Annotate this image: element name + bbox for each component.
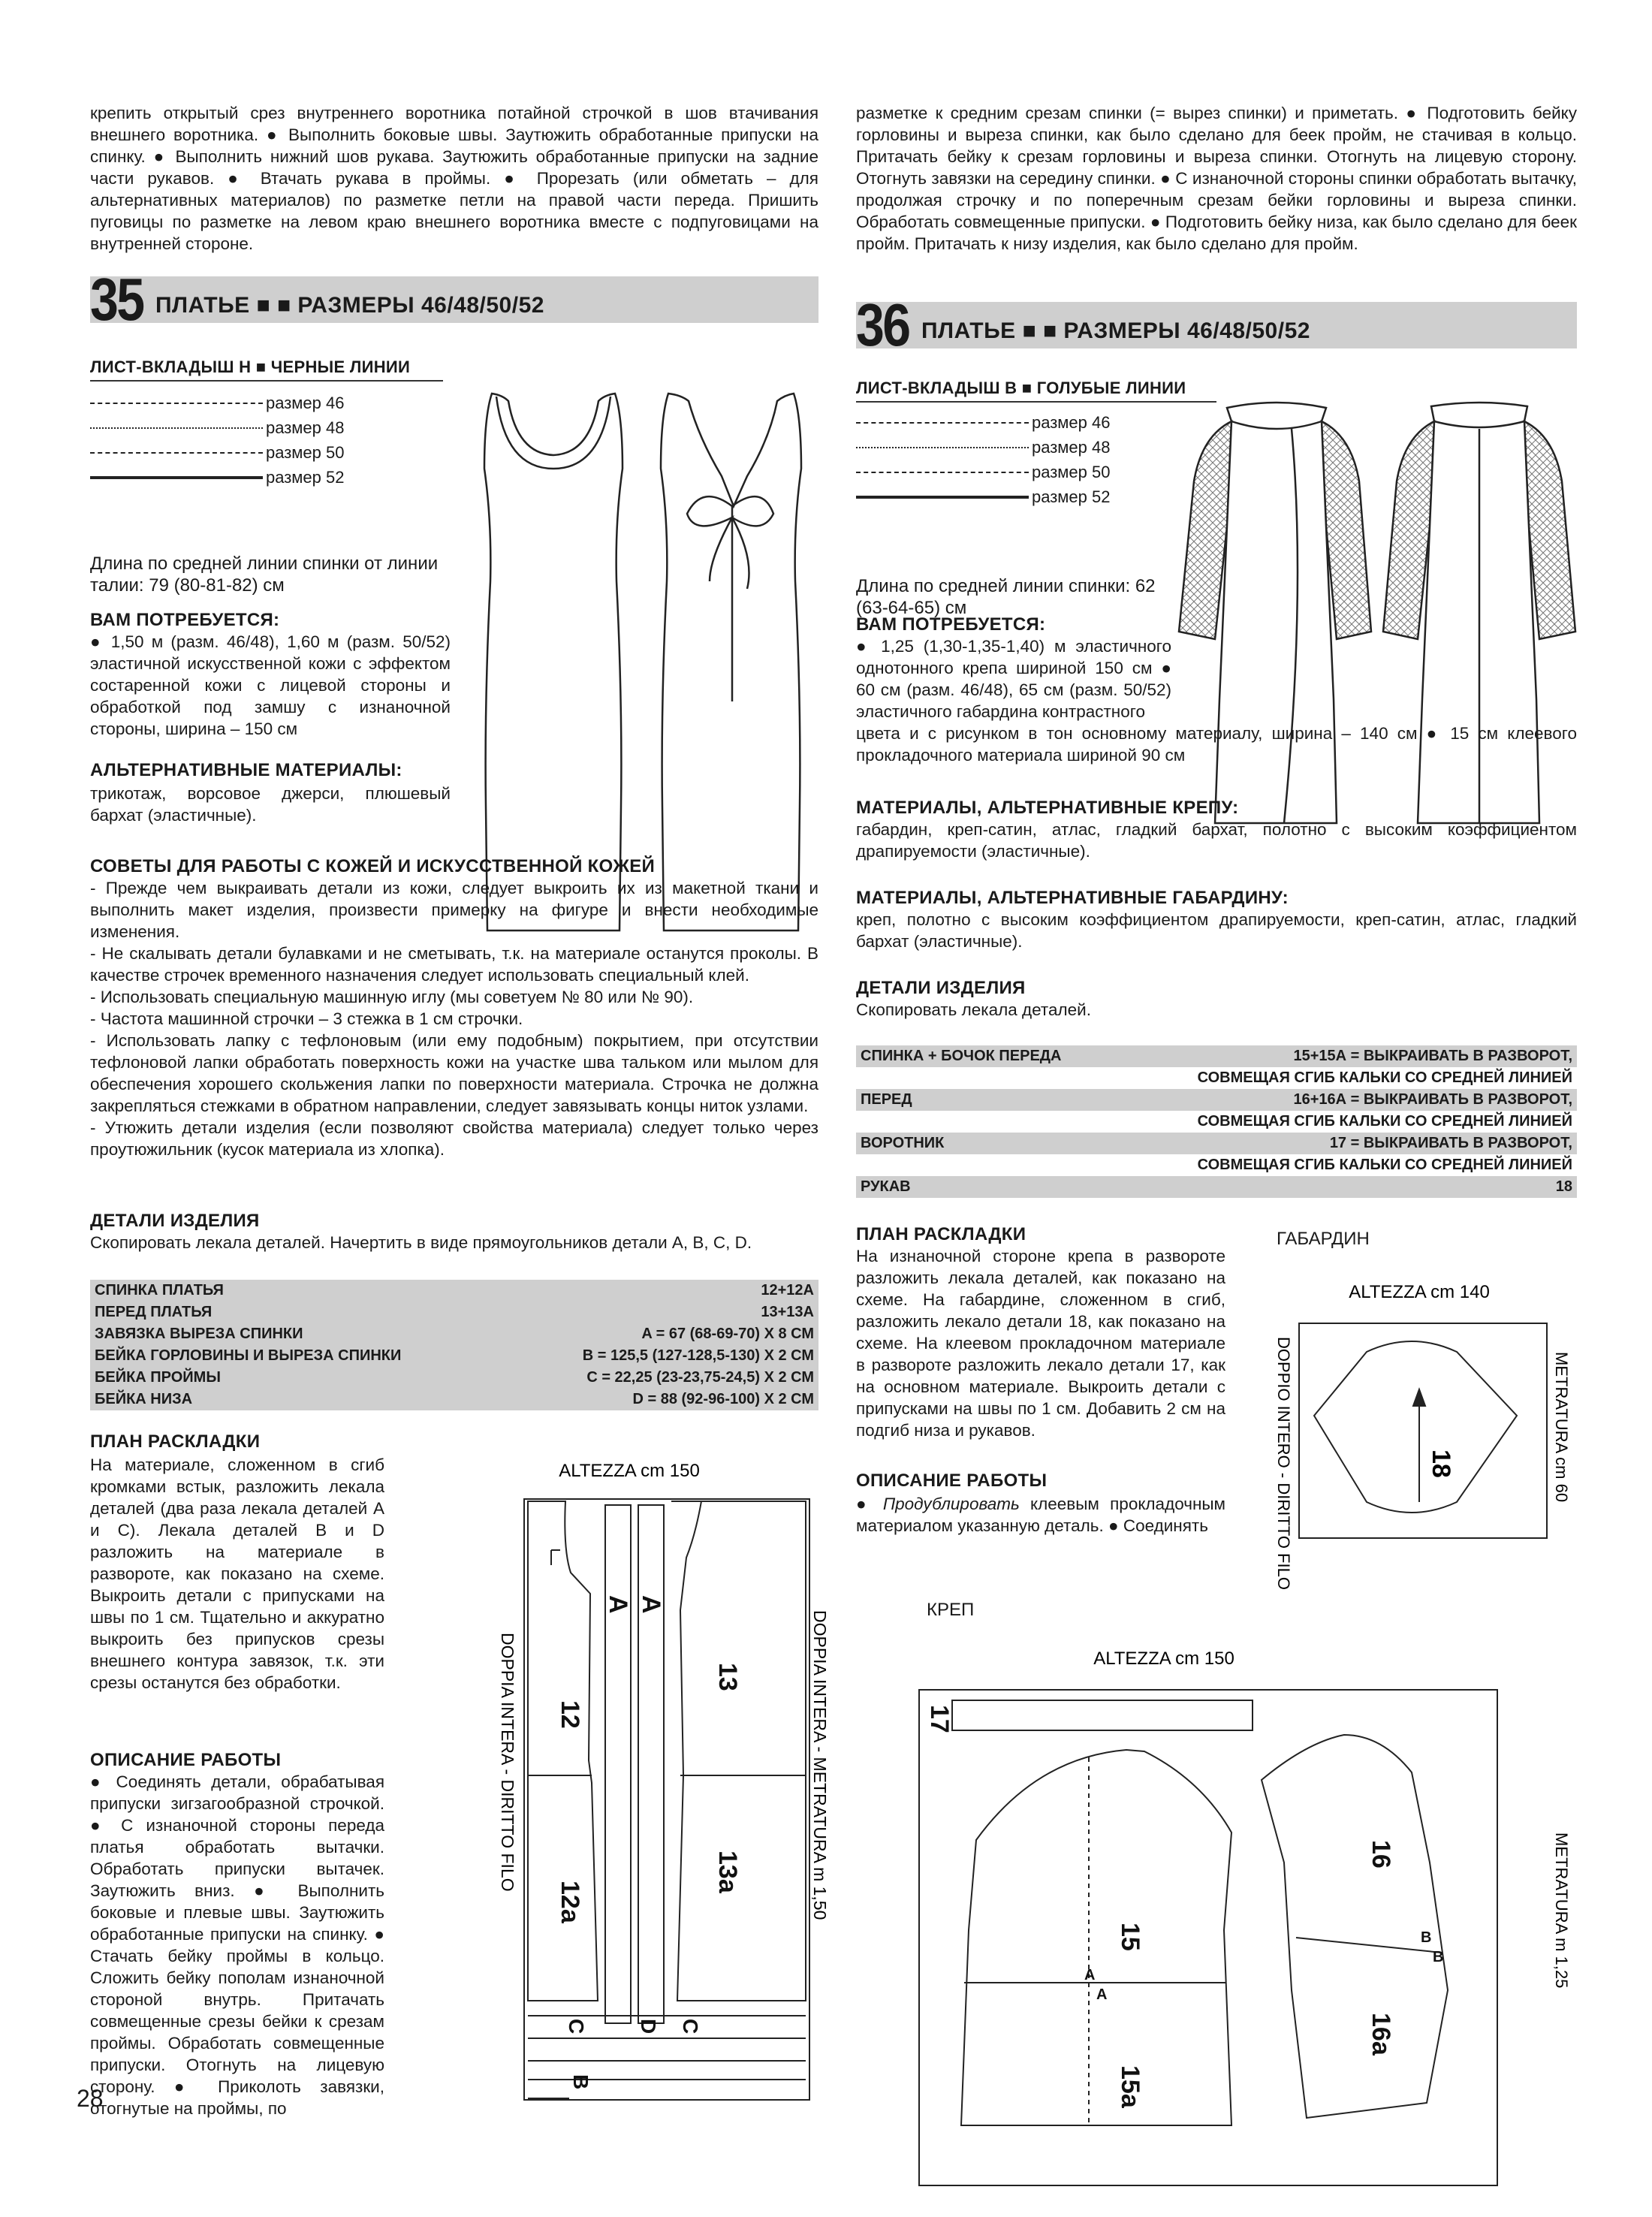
piece-label: B — [569, 2074, 592, 2090]
model-35-details-title: ДЕТАЛИ ИЗДЕЛИЯ — [90, 1211, 260, 1231]
model-35-work-title: ОПИСАНИЕ РАБОТЫ — [90, 1750, 282, 1770]
model-36-work-title: ОПИСАНИЕ РАБОТЫ — [856, 1470, 1048, 1491]
part-value: D = 88 (92-96-100) X 2 СМ — [504, 1389, 818, 1410]
model-36-plan-text: На изнаночной стороне крепа в развороте разложить лекала деталей, как показано на схеме. На габардине, сложенном в сгиб, разложить лекало детали 18, как показано на схеме. На клеевом прокладочном материале в развороте разложить лекало детали 17, как на основном материале. Выкроить детали с припусками на швы по 1 см. Добавить 2 см на подгиб низа и рукавов. — [856, 1247, 1225, 1440]
legend-line-48 — [90, 427, 263, 429]
piece-label: 15a — [1116, 2065, 1144, 2108]
legend-label: размер 50 — [1032, 462, 1111, 481]
altezza-label: ALTEZZA cm 140 — [1349, 1282, 1490, 1302]
notch-label: A — [1084, 1967, 1096, 1983]
part-name: ВОРОТНИК — [856, 1133, 1111, 1154]
model-36-legend — [856, 410, 1111, 509]
model-35-header — [90, 266, 818, 333]
model-36-details-title: ДЕТАЛИ ИЗДЕЛИЯ — [856, 978, 1026, 998]
left-column — [77, 102, 830, 2118]
legend-label: размер 50 — [266, 442, 345, 462]
model-35-legend — [90, 391, 345, 490]
tips-title: СОВЕТЫ ДЛЯ РАБОТЫ С КОЖЕЙ И ИСКУССТВЕННОЙ КОЖЕЙ — [90, 856, 656, 876]
legend-label: размер 46 — [266, 393, 345, 412]
legend-label: размер 52 — [266, 467, 345, 487]
part-name: ЗАВЯЗКА ВЫРЕЗА СПИНКИ — [90, 1323, 504, 1345]
piece-label: 16a — [1367, 2013, 1395, 2056]
legend-label: размер 48 — [266, 418, 345, 437]
crepe-label: КРЕП — [927, 1600, 975, 1620]
legend-row — [856, 435, 1111, 460]
piece-label: C — [679, 2019, 702, 2035]
part-name: БЕЙКА ГОРЛОВИНЫ И ВЫРЕЗА СПИНКИ — [90, 1345, 504, 1367]
model-35-work-text: ● Соединять детали, обрабатывая припуски зигзагообразной строчкой. ● С изнаночной стороны переда платья обработать вытачки. Обработать припуски вытачек. Заутюжить вниз. ● Выполнить боковые и плевые швы. Заутюжить обработанные припуски на спинку. ● Стачать бейку проймы в кольцо. Сложить бейку пополам изнаночной стороной внутрь. Притачать совмещенные срезы бейки к срезам проймы. Обработать совмещенные припуски. Отогнуть на лицевую сторону. ● Приколоть завязки, отогнутые на проймы, по — [90, 1772, 384, 2118]
legend-label: размер 48 — [1032, 437, 1111, 457]
tip-item: - Использовать специальную машинную иглу (мы советуем № 80 или № 90). — [90, 988, 694, 1006]
piece-label: 13 — [713, 1663, 742, 1691]
legend-row — [90, 415, 345, 440]
part-value: A = 67 (68-69-70) X 8 СМ — [504, 1323, 818, 1345]
altezza-label: ALTEZZA cm 150 — [559, 1461, 700, 1481]
model-36-dress-sketch — [1179, 399, 1577, 834]
part-name: БЕЙКА НИЗА — [90, 1389, 504, 1410]
left-intro-text: крепить открытый срез внутреннего воротника потайной строчкой в шов втачивания внешнего воротника. ● Выполнить боковые швы. Заутюжить обработанные припуски на спинку. ● Выполнить нижний шов рукава. Заутюжить обработанные припуски на задние части рукавов. ● Втачать рукава в проймы. ● Прорезать (или обметать – для альтернативных материалов) по разметке петли на правой части переда. Пришить пуговицы по разметке на левом краю внешнего воротника вместе с подпуговицами на внутренней стороне. — [90, 104, 818, 253]
table-row — [856, 1045, 1577, 1067]
legend-line-50 — [856, 472, 1029, 473]
model-35-length: Длина по средней линии спинки от линии талии: 79 (80-81-82) см — [90, 553, 439, 596]
tip-item: - Утюжить детали изделия (если позволяют свойства материала) следует только через проутюжильник (кусок материала из хлопка). — [90, 1118, 818, 1159]
part-value: 18 — [1111, 1176, 1577, 1198]
table-row — [90, 1323, 818, 1345]
model-35-dress-sketch — [462, 386, 818, 938]
model-35-alt-title: АЛЬТЕРНАТИВНЫЕ МАТЕРИАЛЫ: — [90, 760, 402, 780]
part-name: СПИНКА ПЛАТЬЯ — [90, 1280, 504, 1302]
notch-label: A — [1096, 1986, 1108, 2003]
legend-label: размер 46 — [1032, 412, 1111, 432]
model-35-plan-title: ПЛАН РАСКЛАДКИ — [90, 1431, 261, 1452]
model-35-parts-table — [90, 1280, 818, 1410]
model-35-layout-diagram — [404, 1460, 830, 2121]
part-name: ПЕРЕД ПЛАТЬЯ — [90, 1302, 504, 1323]
grain-label: DOPPIO INTERO - DIRITTO FILO — [1274, 1337, 1293, 1590]
table-row — [856, 1089, 1577, 1111]
model-36-work-text: ● Продублировать клеевым прокладочным материалом указанную деталь. ● Соединять — [856, 1495, 1226, 1535]
part-value: СОВМЕЩАЯ СГИБ КАЛЬКИ СО СРЕДНЕЙ ЛИНИЕЙ — [1197, 1157, 1572, 1173]
model-35-number: 35 — [90, 266, 143, 333]
piece-label: 17 — [925, 1705, 954, 1733]
piece-label: 15 — [1116, 1923, 1144, 1951]
part-value: СОВМЕЩАЯ СГИБ КАЛЬКИ СО СРЕДНЕЙ ЛИНИЕЙ — [1197, 1069, 1572, 1086]
table-row — [90, 1302, 818, 1323]
part-value: 17 = ВЫКРАИВАТЬ В РАЗВОРОТ, — [1111, 1133, 1577, 1154]
model-35-details-text: Скопировать лекала деталей. Начертить в виде прямоугольников детали А, В, С, D. — [90, 1233, 752, 1252]
gabardine-layout-diagram — [1262, 1277, 1577, 1590]
part-value: B = 125,5 (127-128,5-130) X 2 СМ — [504, 1345, 818, 1367]
piece-label: C — [565, 2019, 588, 2035]
model-36-need-text-cont: цвета и с рисунком в тон основному материалу, ширина – 140 см ● 15 см клеевого прокладочного материала шириной 90 см — [856, 724, 1577, 765]
legend-row — [856, 460, 1111, 484]
model-36-need-title: ВАМ ПОТРЕБУЕТСЯ: — [856, 614, 1046, 635]
tip-item: - Не скалывать детали булавками и не сметывать, т.к. на материале останутся проколы. В качестве строчек временного назначения следует использовать специальный клей. — [90, 944, 818, 985]
legend-label: размер 52 — [1032, 487, 1111, 506]
tip-item: - Использовать лапку с тефлоновым (или ему подобным) покрытием, при отсутствии тефлоновой лапки обработать поверхность кожи на участке шва тальком или мылом для обеспечения хорошего скольжения лапки по поверхности материала. Строчка не должна закрепляться стежками в обратном направлении, следует завязывать концы ниток узлами. — [90, 1031, 818, 1115]
model-36-header — [856, 291, 1577, 358]
tip-item: - Прежде чем выкраивать детали из кожи, следует выкроить их из макетной ткани и выполнить макет изделия, произвести примерку на фигуре и внести необходимые изменения. — [90, 879, 818, 941]
model-36-length: Длина по средней линии спинки: 62 (63-64-65) см — [856, 576, 1156, 618]
table-row — [90, 1345, 818, 1367]
model-35-need-text: ● 1,50 м (разм. 46/48), 1,60 м (разм. 50/52) эластичной искусственной кожи с эффектом состаренной кожи с лицевой стороны и обработкой под замшу с изнаночной стороны, ширина – 150 см — [90, 632, 451, 738]
crepe-layout-diagram — [886, 1637, 1577, 2193]
model-35-title: ПЛАТЬЕ ■ ■ РАЗМЕРЫ 46/48/50/52 — [155, 293, 544, 318]
part-name: БЕЙКА ПРОЙМЫ — [90, 1367, 504, 1389]
part-name: СПИНКА + БОЧОК ПЕРЕДА — [856, 1045, 1111, 1067]
table-row — [90, 1367, 818, 1389]
table-row — [90, 1389, 818, 1410]
legend-row — [90, 465, 345, 490]
model-36-alt2-title: МАТЕРИАЛЫ, АЛЬТЕРНАТИВНЫЕ ГАБАРДИНУ: — [856, 888, 1289, 908]
piece-label: 12a — [556, 1881, 584, 1923]
model-36-number: 36 — [856, 291, 909, 358]
piece-label: D — [637, 2019, 660, 2035]
legend-line-48 — [856, 447, 1029, 448]
legend-row — [856, 410, 1111, 435]
part-name: ПЕРЕД — [856, 1089, 1111, 1111]
piece-label: 18 — [1427, 1449, 1455, 1478]
piece-label: 12 — [556, 1700, 584, 1729]
part-value: 16+16А = ВЫКРАИВАТЬ В РАЗВОРОТ, — [1111, 1089, 1577, 1111]
table-row — [856, 1067, 1577, 1089]
legend-line-46 — [90, 403, 263, 404]
model-36-plan-title: ПЛАН РАСКЛАДКИ — [856, 1224, 1026, 1244]
piece-label: 13a — [713, 1851, 742, 1893]
tip-item: - Частота машинной строчки – 3 стежка в 1 см строчки. — [90, 1009, 523, 1028]
gabardine-label: ГАБАРДИН — [1277, 1229, 1370, 1249]
legend-line-52 — [90, 476, 263, 479]
part-name: РУКАВ — [856, 1176, 1111, 1198]
model-36-need-text: ● 1,25 (1,30-1,35-1,40) м эластичного однотонного крепа шириной 150 см ● 60 см (разм. 46/48), 65 см (разм. 50/52) эластичного габардина контрастного — [856, 637, 1171, 721]
piece-label: A — [604, 1595, 632, 1614]
model-36-details-text: Скопировать лекала деталей. — [856, 1000, 1091, 1019]
legend-row — [90, 391, 345, 415]
metratura-label: DOPPIA INTERA - METRATURA m 1,50 — [810, 1610, 830, 1920]
piece-label: A — [637, 1595, 665, 1614]
altezza-label: ALTEZZA cm 150 — [1093, 1648, 1234, 1669]
model-36-insert-sheet: ЛИСТ-ВКЛАДЫШ В ■ ГОЛУБЫЕ ЛИНИИ — [856, 379, 1216, 403]
notch-label: B — [1433, 1949, 1444, 1965]
part-value: 12+12А — [504, 1280, 818, 1302]
model-35-insert-sheet: ЛИСТ-ВКЛАДЫШ Н ■ ЧЕРНЫЕ ЛИНИИ — [90, 357, 443, 382]
page-number: 28 — [77, 2085, 104, 2112]
tips-list — [90, 877, 818, 1160]
grain-label: DOPPIA INTERA - DIRITTO FILO — [498, 1633, 517, 1892]
legend-row — [90, 440, 345, 465]
part-value: СОВМЕЩАЯ СГИБ КАЛЬКИ СО СРЕДНЕЙ ЛИНИЕЙ — [1197, 1113, 1572, 1130]
notch-label: B — [1421, 1929, 1432, 1946]
model-36-alt1-title: МАТЕРИАЛЫ, АЛЬТЕРНАТИВНЫЕ КРЕПУ: — [856, 798, 1239, 818]
legend-row — [856, 484, 1111, 509]
model-35-need-title: ВАМ ПОТРЕБУЕТСЯ: — [90, 610, 280, 630]
right-intro-text: разметке к средним срезам спинки (= вырез спинки) и приметать. ● Подготовить бейку горловины и выреза спинки, как было сделано для беек пройм, не стачивая в кольцо. Притачать бейку к срезам горловины и выреза спинки. Отогнуть на лицевую сторону. Отогнуть завязки на середину спинки. ● С изнаночной стороны спинки обработать вытачку, продолжая строчку и по поперечным срезам бейки горловины и выреза спинки. Обработать совмещенные припуски. ● Подготовить бейку низа, как было сделано для беек пройм. Притачать к низу изделия, как было сделано для пройм. — [856, 104, 1577, 253]
model-36-alt1-text: габардин, креп-сатин, атлас, гладкий бархат, полотно с высоким коэффициентом драпируемости (эластичные). — [856, 820, 1577, 861]
table-row — [856, 1111, 1577, 1133]
model-36-title: ПЛАТЬЕ ■ ■ РАЗМЕРЫ 46/48/50/52 — [921, 318, 1310, 343]
work-text: клеевым прокладочным материалом указанную деталь. ● Соединять — [856, 1495, 1226, 1535]
model-35-alt-text: трикотаж, ворсовое джерси, плюшевый бархат (эластичные). — [90, 784, 451, 825]
legend-line-52 — [856, 496, 1029, 499]
model-36-parts-table — [856, 1045, 1577, 1198]
table-row — [856, 1133, 1577, 1154]
model-36-alt2-text: креп, полотно с высоким коэффициентом драпируемости, креп-сатин, атлас, гладкий бархат (эластичные). — [856, 910, 1577, 951]
legend-line-46 — [856, 422, 1029, 424]
part-value: 15+15А = ВЫКРАИВАТЬ В РАЗВОРОТ, — [1111, 1045, 1577, 1067]
table-row — [856, 1176, 1577, 1198]
part-value: 13+13А — [504, 1302, 818, 1323]
legend-line-50 — [90, 452, 263, 454]
work-lead: Продублировать — [882, 1495, 1020, 1513]
table-row — [90, 1280, 818, 1302]
part-value: C = 22,25 (23-23,75-24,5) X 2 СМ — [504, 1367, 818, 1389]
model-35-plan-text: На материале, сложенном в сгиб кромками встык, разложить лекала деталей (два раза лекала деталей А и С). Лекала деталей В и D разложить на материале в развороте, как показано на схеме. Выкроить детали с припусками на швы по 1 см. Тщательно и аккуратно выкроить без припусков срезы внешнего контура завязок, т.к. эти срезы останутся без обработки. — [90, 1455, 384, 1692]
table-row — [856, 1154, 1577, 1176]
metratura-label: METRATURA m 1,25 — [1552, 1832, 1571, 1989]
metratura-label: METRATURA cm 60 — [1552, 1352, 1571, 1503]
piece-label: 16 — [1367, 1840, 1395, 1869]
